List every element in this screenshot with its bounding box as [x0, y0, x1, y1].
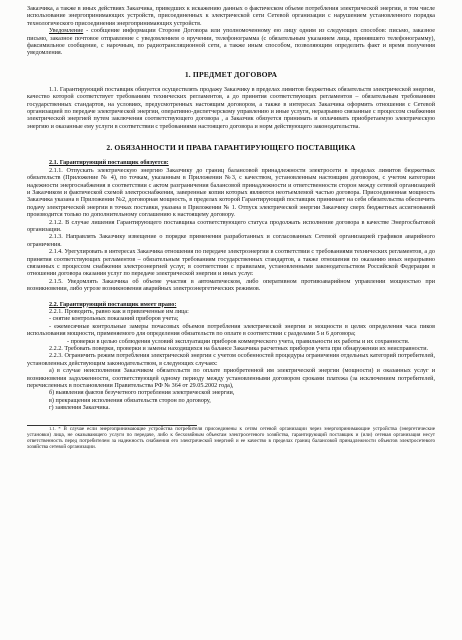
clause-2-1-5: 2.1.5. Уведомлять Заказчика об объеме участия в автоматическом, либо оперативном противоаварийном управлении мощностью при возникновении, либо угрозе возникновения аварийных электроэнергетических режимов. [27, 278, 435, 293]
list-item: в) прекращения исполнения обязательств сторон по договору, [49, 397, 211, 404]
clause-2-1-3: 2.1.3. Направлять Заказчику извещение о порядке применения разработанных и согласованных Сетевой организацией графиков аварийного ограничения. [27, 234, 435, 248]
list-item: - проверки в целью соблюдения условий эксплуатации приборов коммерческого учета, правильности их работы и их сохранности. [67, 338, 410, 345]
subsection-2-2-heading: 2.2. Гарантирующий поставщик имеет право: [49, 301, 177, 308]
clause-2-2-2: 2.2.2. Требовать поверки, проверки и замены находящихся на балансе Заказчика расчетных приборов учета при обнаружении их неисправности. [49, 346, 429, 353]
list-item: г) заявления Заказчика. [49, 405, 110, 412]
clause-2-1-4: 2.1.4. Урегулировать в интересах Заказчика отношения по передаче электроэнергии в соответствии с требованиями технических регламентов, а до принятия соответствующих регламентов – обязательным требованиям государственных стандартов, а также отношения по оказанию иных неразрывно связанных с процессом снабжения электроэнергией услуг, в соответствии с правилами, установленными законодательством Российской Федерации в отношении договора оказания услуг по передаче электрической энергии и иных услуг. [27, 249, 435, 278]
clause-2-1-2: 2.1.2. В случае лишения Гарантирующего поставщика соответствующего статуса продолжать исполнение договора в качестве Энергосбытовой организации. [27, 219, 435, 233]
clause-2-2-1: 2.2.1. Проводить, равно как и привлеченные им лица: [49, 309, 189, 315]
clause-1-1: 1.1. Гарантирующий поставщик обязуется осуществлять продажу Заказчику в пределах лимитов бюджетных обязательств электрической энергии, качество которой соответствует требованиям технических регламентов, а до принятия соответствующих регламентов – обязательным требованиям государственных стандартов, на условиях, предусмотренных настоящим договором, а также в интересах Заказчика оформить отношения с Сетевой организацией по передаче электрической энергии, оперативно-диспетчерскому управлению и иные услуги, неразрывно связанные с процессом снабжения электрической энергией путем заключения соответствующего договора , а Заказчик обязуется принимать и оплачивать приобретаемую электрическую энергию и оказанные ему услуги в соответствии с требованиями настоящего договора и норм действующего законодательства. [27, 86, 435, 130]
list-item: - ежемесячные контрольные замеры почасовых объемов потребления электрической энергии и мощности в целях определения часа пиков использования мощности, применяемого для определения обязательств по оплате в соответствии с разделами 5 и 6 договора; [27, 323, 435, 338]
notification-definition: - сообщение информации Стороне Договора или уполномоченному ею лицу одним из следующих способов: письмо, заказное письмо, заказное почтовое отправление с уведомлением о вручении, телефонограмма (с обязательным указанием лица, принявшего телефонограмму), факсимильное сообщение, с нарочным, по радиотрансляционной сети, а также иным способом, позволяющим определить факт и время получения уведомления. [27, 28, 435, 57]
intro-paragraph-1: Заказчика, а также в иных действиях Заказчика, приведших к искажению данных о фактическом объеме потребления электрической энергии, в том числе использование энергопринимающих устройств, присоединенных к электрической сети Сетевой организации с нарушением установленного порядка технологического присоединения энергопринимающих устройств. [27, 6, 435, 27]
clause-2-1-1: 2.1.1. Отпускать электрическую энергию Заказчику до границ балансовой принадлежности электросети в пределах лимитов бюджетных обязательств (Приложение № 4), по точкам, указанным в Приложении №3, с качеством, установленным настоящим договором, с учетом категории надежности энергоснабжения в соответствии с актом разграничения балансовой принадлежности и ответственности сторон между сетевой организацией и Заказчиком и фактической схемой электроснабжения, заверенные копии которых являются неотъемлемой частью договора. Присоединенная мощность Заказчика указана в Приложении №2, договорная мощность, в пределах которой Гарантирующий поставщик принимает на себя обязательства обеспечить подачу электрической энергии в точках поставки, указана в Приложении № 1. Отпуск электрической энергии Заказчику сверх бюджетных ассигнований производится только по дополнительному соглашению к настоящему договору. [27, 167, 435, 219]
list-item: - снятие контрольных показаний приборов учета; [49, 316, 179, 323]
clause-2-2-3: 2.2.3. Ограничить режим потребления электрической энергии с учетом особенностей процедуры ограничения отдельных категорий потребителей, установленных действующим законодательством, в следующих случаях: [27, 353, 435, 367]
intro-paragraph-2 [27, 28, 435, 58]
term-notification: Уведомление [49, 28, 84, 35]
list-item: б) выявления фактов безучетного потребления электрической энергии, [49, 390, 235, 397]
section-1-heading: 1. ПРЕДМЕТ ДОГОВОРА [184, 69, 278, 79]
subsection-2-1-heading: 2.1. Гарантирующий поставщик обязуется: [49, 160, 169, 167]
section-2-heading: 2. ОБЯЗАННОСТИ И ПРАВА ГАРАНТИРУЮЩЕГО ПОСТАВЩИКА [106, 143, 356, 153]
footnote [27, 426, 435, 451]
footnote-text: В случае если энергопринимающие устройства потребителя присоединены к сетям сетевой организации через энергопринимающие устройства (энергетические установки) лица, не оказывающего услуги по передаче, либо к бесхозяйным объектам электросетевого хозяйства, гарантирующий поставщик и (или) сетевая организация несут ответственность перед потребителем за надежность снабжения его электрической энергией и ее качество в пределах границ балансовой принадлежности объектов электросетевого хозяйства сетевой организации. [27, 425, 435, 451]
footnote-marker: 1.1. * [49, 425, 61, 431]
list-item: а) в случае неисполнения Заказчиком обязательств по оплате приобретенной им электрической энергии (мощности) и оказанных услуг и возникновения задолженности, соответствующей одному периоду между установленными договором сроками платежа (за исключением потребителей, перечисленных в постановлении Правительства РФ № 364 от 29.05.2002 года), [27, 368, 435, 390]
